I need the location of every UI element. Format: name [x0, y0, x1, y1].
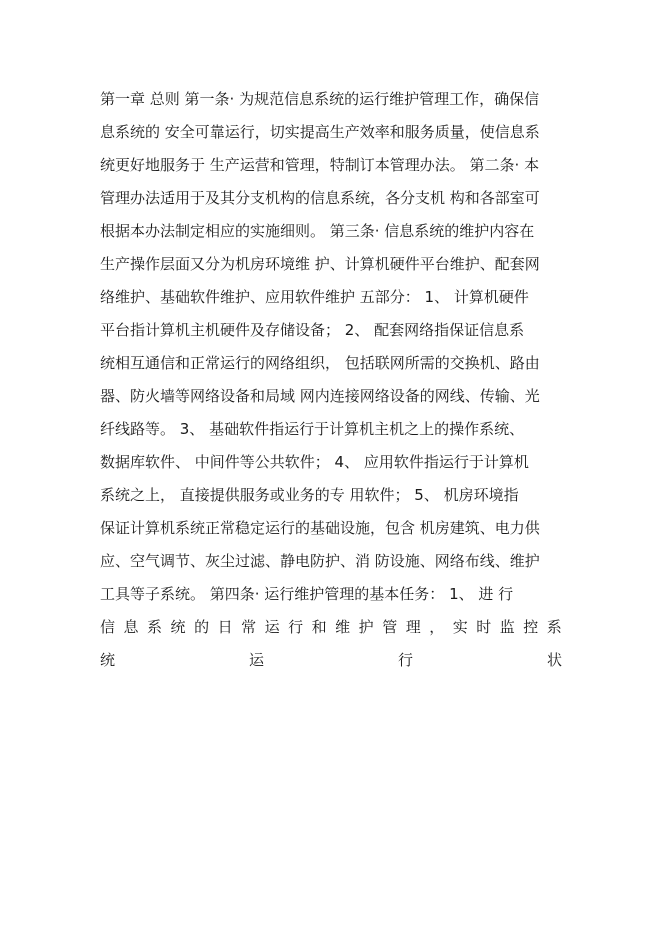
spread-char: 实 [452, 618, 468, 636]
spread-char: 运 [264, 618, 280, 636]
spread-char: 管 [382, 618, 398, 636]
text-line: 工具等子系统。 第四条· 运行维护管理的基本任务： 1、 进 行 [100, 585, 514, 603]
text-line: 息系统的 安全可靠运行，切实提高生产效率和服务质量，使信息系 [100, 123, 540, 141]
text-line: 络维护、基础软件维护、应用软件维护 五部分： 1、 计算机硬件 [100, 288, 529, 306]
text-line: 保证计算机系统正常稳定运行的基础设施，包含 机房建筑、电力供 [100, 519, 540, 537]
spread-char: 日 [217, 618, 233, 636]
spread-char: 监 [499, 618, 515, 636]
text-line: 应、空气调节、灰尘过滤、静电防护、消 防设施、网络布线、维护 [100, 552, 540, 570]
spread-char: 统 [100, 651, 116, 669]
spread-char: 运 [248, 651, 264, 669]
spread-text-line [100, 647, 562, 680]
text-line: 统更好地服务于 生产运营和管理，特制订本管理办法。 第二条· 本 [100, 156, 540, 174]
spread-char: 维 [335, 618, 351, 636]
text-line: 数据库软件、 中间件等公共软件； 4、 应用软件指运行于计算机 [100, 453, 529, 471]
text-line: 生产操作层面又分为机房环境维 护、计算机硬件平台维护、配套网 [100, 255, 540, 273]
spread-char: ， [429, 618, 445, 636]
text-line: 管理办法适用于及其分支机构的信息系统，各分支机 构和各部室可 [100, 189, 540, 207]
text-line: 根据本办法制定相应的实施细则。 第三条· 信息系统的维护内容在 [100, 222, 535, 240]
spread-char: 护 [358, 618, 374, 636]
text-line: 器、防火墙等网络设备和局域 网内连接网络设备的网线、传输、光 [100, 387, 540, 405]
spread-char: 状 [546, 651, 562, 669]
spread-char: 常 [241, 618, 257, 636]
spread-char: 行 [288, 618, 304, 636]
spread-char: 统 [170, 618, 186, 636]
spread-char: 理 [405, 618, 421, 636]
spread-char: 时 [476, 618, 492, 636]
spread-char: 系 [147, 618, 163, 636]
spread-char: 系 [546, 618, 562, 636]
text-line: 第一章 总则 第一条· 为规范信息系统的运行维护管理工作，确保信 [100, 90, 540, 108]
spread-char: 行 [397, 651, 413, 669]
spread-char: 和 [311, 618, 327, 636]
spread-char: 控 [523, 618, 539, 636]
spread-char: 信 [100, 618, 116, 636]
text-line: 平台指计算机主机硬件及存储设备； 2、 配套网络指保证信息系 [100, 321, 525, 339]
text-line: 系统之上， 直接提供服务或业务的专 用软件； 5、 机房环境指 [100, 486, 519, 504]
document-body [100, 86, 562, 680]
spread-char: 息 [123, 618, 139, 636]
text-line: 统相互通信和正常运行的网络组织， 包括联网所需的交换机、路由 [100, 354, 540, 372]
text-line: 纤线路等。 3、 基础软件指运行于计算机主机之上的操作系统、 [100, 420, 525, 438]
spread-char: 的 [194, 618, 210, 636]
spread-text-line [100, 614, 562, 647]
